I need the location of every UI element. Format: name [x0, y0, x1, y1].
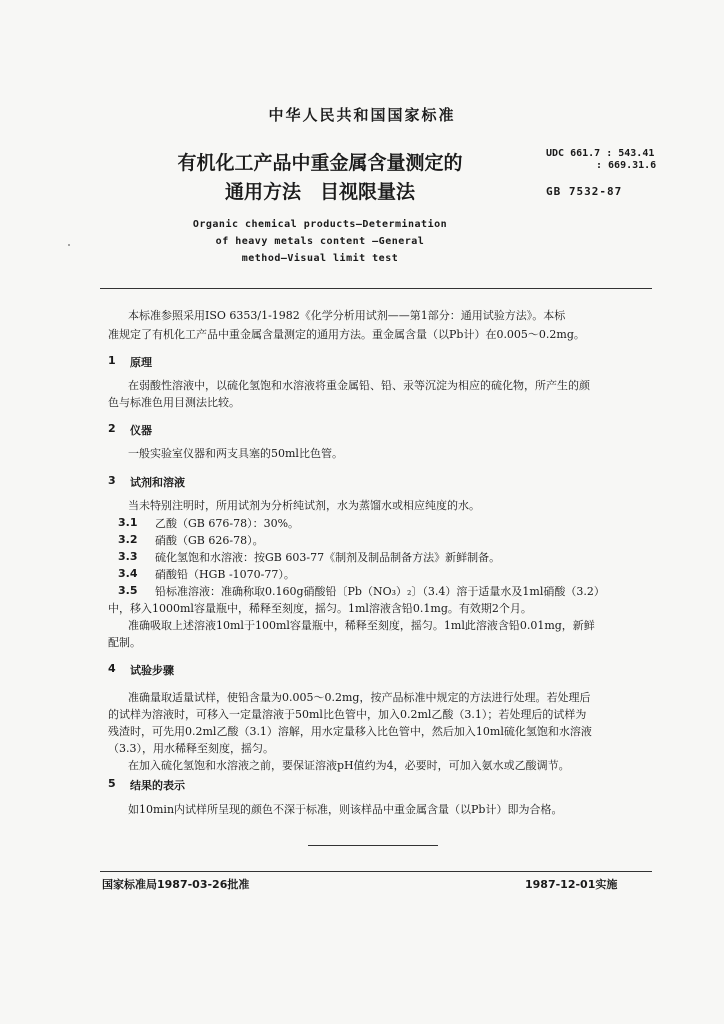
title-cn-line1: 有机化工产品中重金属含量测定的 [177, 152, 463, 174]
scan-speck [68, 244, 70, 246]
item-3-5-line2: 中，移入1000ml容量瓶中，稀释至刻度，摇匀。1ml溶液含铅0.1mg。有效期2个月。 [108, 602, 532, 615]
udc-code-line2: : 669.31.6 [596, 160, 657, 171]
section-1-title: 原理 [130, 356, 152, 369]
section-3-line1: 当未特别注明时，所用试剂为分析纯试剂，水为蒸馏水或相应纯度的水。 [128, 499, 480, 512]
section-5-line1: 如10min内试样所呈现的颜色不深于标准，则该样品中重金属含量（以Pb计）即为合格。 [128, 803, 563, 816]
section-1-line1: 在弱酸性溶液中，以硫化氢饱和水溶液将重金属铅、铅、汞等沉淀为相应的硫化物，所产生的颜 [128, 379, 590, 392]
udc-code-line1: UDC 661.7 : 543.41 [546, 148, 655, 159]
section-4-number: 4 [108, 662, 116, 675]
header-rule [100, 288, 652, 289]
section-4-line1: 准确量取适量试样，使铅含量为0.005～0.2mg，按产品标准中规定的方法进行处理。若处理后 [128, 691, 591, 704]
item-3-3-number: 3.3 [118, 550, 138, 563]
item-3-5-line3: 准确吸取上述溶液10ml于100ml容量瓶中，稀释至刻度，摇匀。1ml此溶液含铅0.01mg，新鲜 [128, 619, 595, 632]
item-3-3-text: 硫化氢饱和水溶液：按GB 603-77《制剂及制品制备方法》新鲜制备。 [155, 551, 501, 564]
section-2-title: 仪器 [130, 424, 152, 437]
item-3-4-text: 硝酸铅（HGB -1070-77）。 [155, 568, 295, 581]
title-en-line1: Organic chemical products—Determination [192, 219, 448, 230]
section-2-number: 2 [108, 422, 116, 435]
section-1-number: 1 [108, 354, 116, 367]
section-5-title: 结果的表示 [130, 779, 185, 792]
approval-date: 国家标准局1987-03-26批准 [102, 878, 250, 891]
item-3-4-number: 3.4 [118, 567, 138, 580]
item-3-5-line4: 配制。 [108, 636, 141, 649]
intro-line2: 准规定了有机化工产品中重金属含量测定的通用方法。重金属含量（以Pb计）在0.005～0.2mg。 [108, 328, 585, 341]
section-4-line2: 的试样为溶液时，可移入一定量溶液于50ml比色管中，加入0.2ml乙酸（3.1）；若处理后的试样为 [108, 708, 587, 721]
item-3-1-number: 3.1 [118, 516, 138, 529]
section-3-number: 3 [108, 474, 116, 487]
title-en-line2: of heavy metals content —General [215, 236, 425, 247]
section-5-number: 5 [108, 777, 116, 790]
effective-date: 1987-12-01实施 [525, 878, 618, 891]
footer-rule [100, 871, 652, 872]
item-3-5-text: 铅标准溶液：准确称取0.160g硝酸铅〔Pb（NO₃）₂〕（3.4）溶于适量水及1ml硝酸（3.2） [155, 585, 605, 598]
section-4-line3: 残渣时，可先用0.2ml乙酸（3.1）溶解，用水定量移入比色管中，然后加入10ml硫化氢饱和水溶液 [108, 725, 592, 738]
intro-line1: 本标准参照采用ISO 6353/1-1982《化学分析用试剂——第1部分：通用试验方法》。本标 [128, 309, 566, 322]
standard-body-header: 中华人民共和国国家标准 [268, 106, 456, 124]
item-3-2-number: 3.2 [118, 533, 138, 546]
item-3-1-text: 乙酸（GB 676-78）：30%。 [155, 517, 300, 530]
section-4-title: 试验步骤 [130, 664, 174, 677]
section-4-line5: 在加入硫化氢饱和水溶液之前，要保证溶液pH值约为4，必要时，可加入氨水或乙酸调节。 [128, 759, 570, 772]
title-cn-line2: 通用方法 目视限量法 [224, 181, 415, 203]
title-en-line3: method—Visual limit test [241, 253, 399, 264]
item-3-5-number: 3.5 [118, 584, 138, 597]
end-of-text-rule [308, 845, 438, 846]
section-2-line1: 一般实验室仪器和两支具塞的50ml比色管。 [128, 447, 343, 460]
item-3-2-text: 硝酸（GB 626-78）。 [155, 534, 264, 547]
section-4-line4: （3.3），用水稀释至刻度，摇匀。 [108, 742, 274, 755]
gb-standard-number: GB 7532-87 [546, 185, 623, 198]
section-3-title: 试剂和溶液 [130, 476, 185, 489]
section-1-line2: 色与标准色用目测法比较。 [108, 396, 240, 409]
